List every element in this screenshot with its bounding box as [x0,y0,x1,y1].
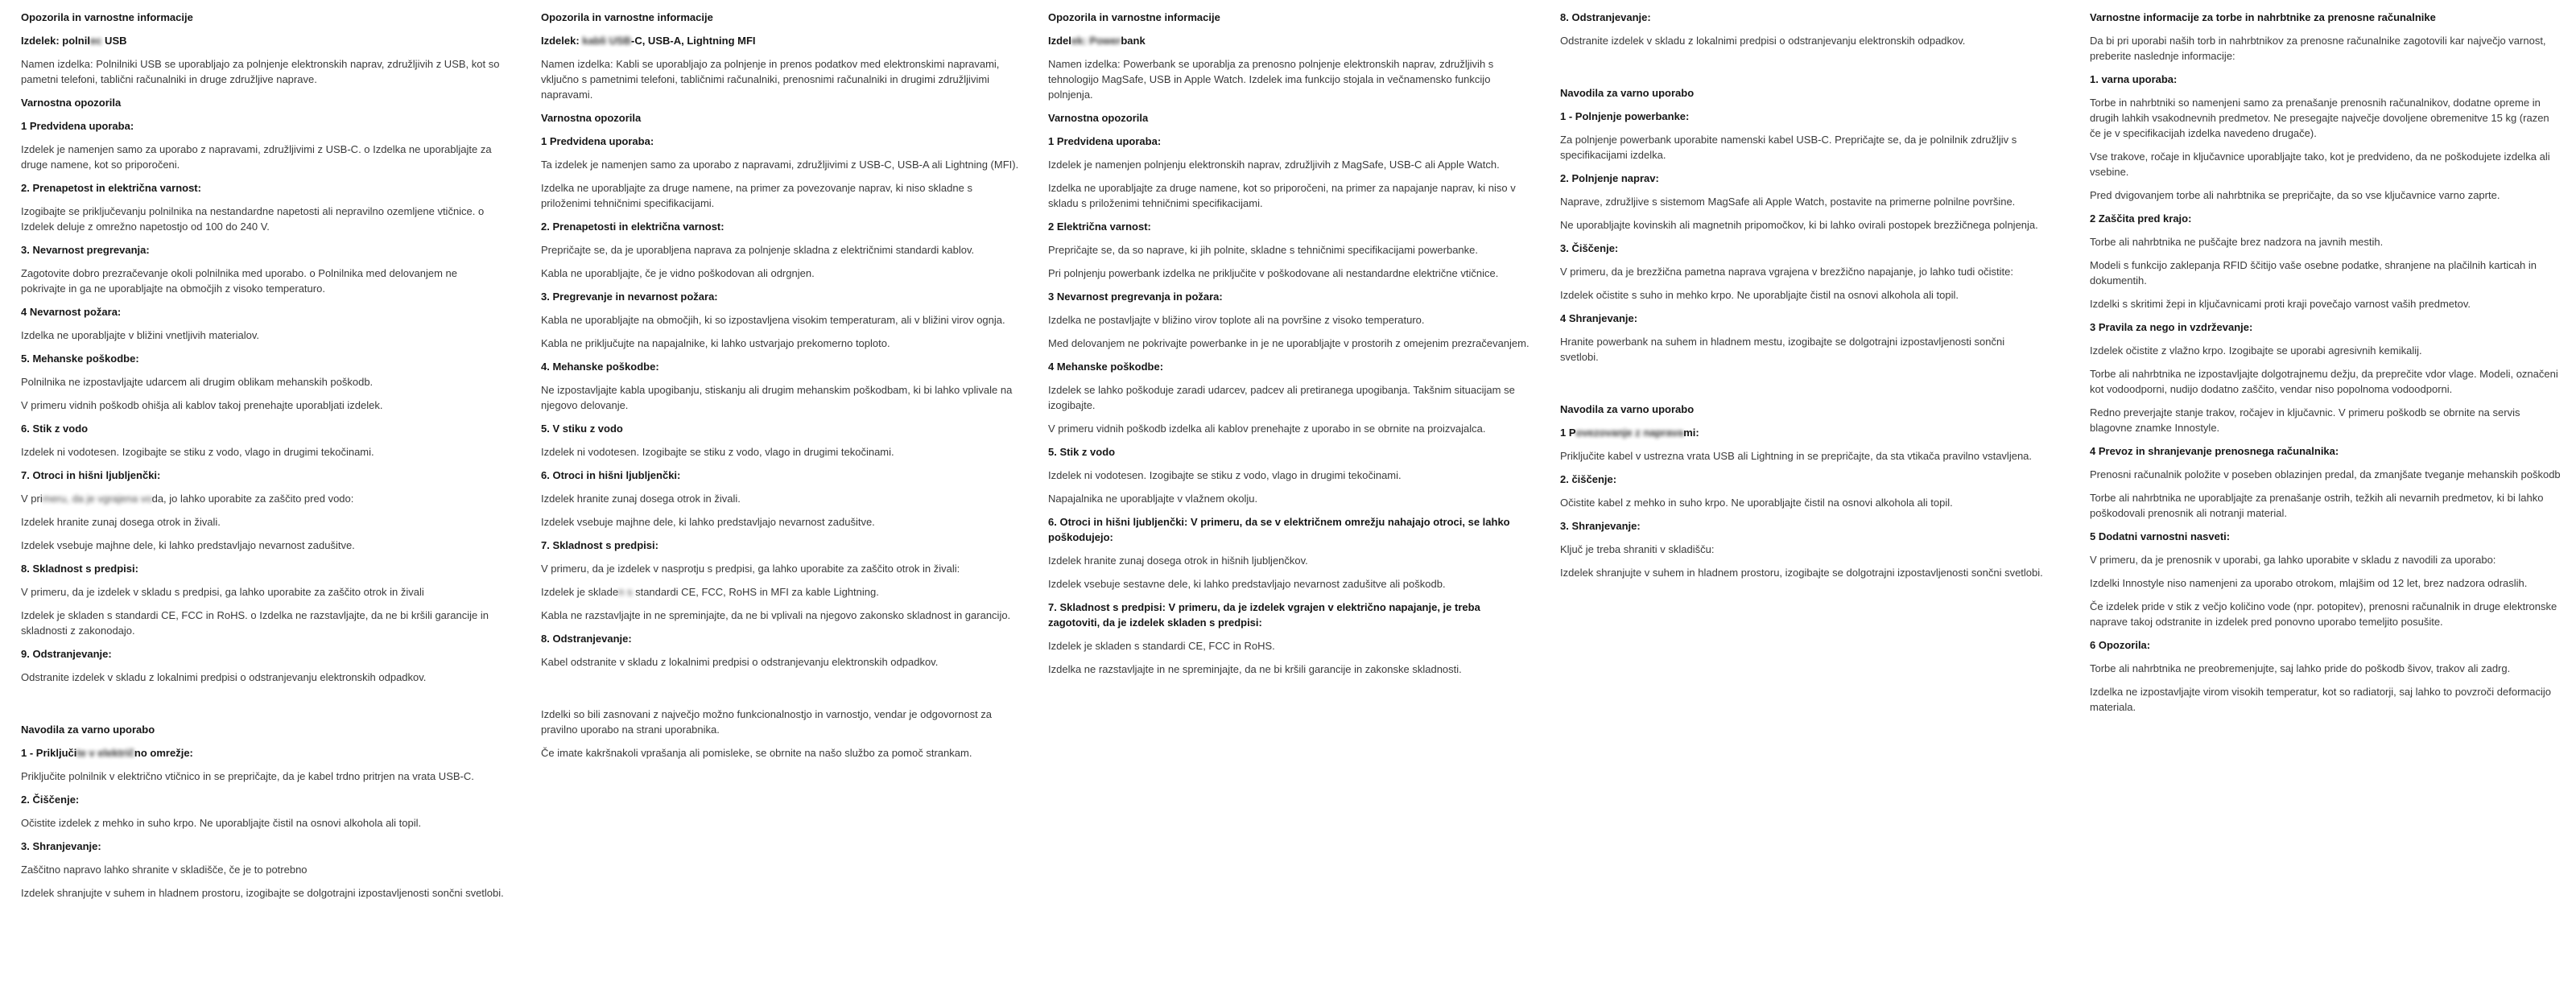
text-run: 1 - Priključi [21,747,77,759]
section-heading [2090,637,2562,653]
paragraph [541,180,1024,211]
paragraph [541,745,1024,761]
text-run: V primeru, da je prenosnik v uporabi, ga lahko uporabite v skladu z navodili za uporabo: [2090,554,2496,566]
text-run: Očistite kabel z mehko in suho krpo. Ne uporabljajte čistil na osnovi alkohola ali topil. [1560,497,1953,509]
paragraph [1560,448,2043,464]
paragraph [21,142,504,172]
paragraph [2090,343,2562,358]
text-run: Namen izdelka: Polnilniki USB se uporabljajo za polnjenje elektronskih naprav, združljivih z USB, kot so pametni telefoni, tablični računalniki in druge združljive naprave. [21,58,500,85]
paragraph [541,444,1024,460]
section-heading [1560,311,2043,326]
text-run: Polnilnika ne izpostavljajte udarcem ali drugim oblikam mehanskih poškodb. [21,376,374,388]
text-run: 1 - Polnjenje powerbanke: [1560,110,1690,122]
section-heading [1560,171,2043,186]
blurred-text: n s [618,586,636,598]
section-heading [1560,85,2043,101]
section-heading [541,289,1024,304]
text-run: 4 Mehanske poškodbe: [1048,361,1164,373]
section-heading [21,351,504,366]
text-run: 3. Nevarnost pregrevanja: [21,244,150,256]
paragraph [2090,661,2562,676]
section-heading [1048,10,1531,25]
text-run: Opozorila in varnostne informacije [21,11,193,23]
paragraph [1048,336,1531,351]
text-run: Namen izdelka: Powerbank se uporablja za prenosno polnjenje elektronskih naprav, združljivih s tehnologijo MagSafe, USB in Apple Watch. Izdelek ima funkcijo stojala in večnamensko funkcijo polnjenja. [1048,58,1494,101]
section-gap [541,678,1024,699]
text-run: Ne uporabljajte kovinskih ali magnetnih pripomočkov, ki bi lahko ovirali postopek brezžičnega polnjenja. [1560,219,2038,231]
text-run: 1 Predvidena uporaba: [21,120,134,132]
text-run: Izdelek ni vodotesen. Izogibajte se stiku z vodo, vlago in drugimi tekočinami. [1048,469,1402,481]
section-heading [1560,241,2043,256]
text-run: Priključite polnilnik v električno vtičnico in se prepričajte, da je kabel trdno pritrjen na vrata USB-C. [21,770,474,782]
text-run: V primeru vidnih poškodb izdelka ali kablov prenehajte z uporabo in se obrnite na proizvajalca. [1048,423,1486,435]
text-run: Varnostne informacije za torbe in nahrbtnike za prenosne računalnike [2090,11,2436,23]
text-run: 8. Odstranjevanje: [541,633,632,645]
paragraph [2090,234,2562,249]
section-heading [21,722,504,737]
text-run: Zaščitno napravo lahko shranite v skladišče, če je to potrebno [21,864,308,876]
text-run: 8. Skladnost s predpisi: [21,563,138,575]
text-run: Priključite kabel v ustrezna vrata USB ali Lightning in se prepričajte, da sta vtikača pravilno vstavljena. [1560,450,2033,462]
section-heading [21,33,504,48]
blurred-text: ec [89,35,102,47]
text-run: 3. Pregrevanje in nevarnost požara: [541,291,718,303]
paragraph [1560,264,2043,279]
section-gap [21,693,504,714]
text-run: 3. Shranjevanje: [1560,520,1641,532]
blurred-text: ovezovanje z naprava [1575,427,1684,439]
text-run: Torbe in nahrbtniki so namenjeni samo za prenašanje prenosnih računalnikov, dodatne opreme in drugih lahkih vsakodnevnih predmetov. Ne presegajte največje dovoljene obremenitve 15 kg (razen če je v specifikacijah izdelka navedeno drugače). [2090,97,2549,139]
text-run: Prepričajte se, da so naprave, ki jih polnite, skladne s tehničnimi specifikacijami powerbanke. [1048,244,1478,256]
paragraph [21,815,504,831]
section-heading [1560,472,2043,487]
paragraph [21,862,504,877]
paragraph [541,157,1024,172]
section-heading [21,118,504,134]
section-heading [1048,444,1531,460]
text-run: 2 Električna varnost: [1048,221,1151,233]
paragraph [1048,56,1531,102]
text-run: 5. V stiku z vodo [541,423,623,435]
text-run: Za polnjenje powerbank uporabite namenski kabel USB-C. Prepričajte se, da je polnilnik združljiv s specifikacijami izdelka. [1560,134,2017,161]
paragraph [21,584,504,600]
text-run: 7. Skladnost s predpisi: V primeru, da je izdelek vgrajen v električno napajanje, je treba zagotoviti, da je izdelek skladen s predpisi: [1048,601,1480,629]
text-run: 2. Prenapetosti in električna varnost: [541,221,724,233]
section-heading [541,468,1024,483]
text-run: Izdel [1048,35,1071,47]
text-run: 3. Shranjevanje: [21,840,101,852]
section-heading [21,304,504,320]
section-heading [1048,110,1531,126]
paragraph [21,266,504,296]
section-heading [541,134,1024,149]
paragraph [21,398,504,413]
text-run: Izdelek vsebuje majhne dele, ki lahko predstavljajo nevarnost zadušitve. [21,539,355,551]
text-run: Izdelka ne razstavljajte in ne spreminjajte, da ne bi kršili garancije in zakonske skladnosti. [1048,663,1462,675]
section-heading [21,646,504,662]
column-powerbank [1048,0,1531,685]
paragraph [21,769,504,784]
text-run: Torbe ali nahrbtnika ne izpostavljajte dolgotrajnemu dežju, da preprečite vdor vlage. Modeli, označeni kot vodoodporni, nudijo dodatno zaščito, vendar niso popolnoma vodoodporni. [2090,368,2558,395]
paragraph [21,328,504,343]
text-run: 2. Prenapetost in električna varnost: [21,182,201,194]
text-run: V primeru, da je brezžična pametna naprava vgrajena v brezžično napajanje, jo lahko tudi očistite: [1560,266,2013,278]
text-run: 5. Mehanske poškodbe: [21,353,139,365]
text-run: 2 Zaščita pred krajo: [2090,212,2192,225]
section-heading [541,631,1024,646]
text-run: Izogibajte se priključevanju polnilnika na nestandardne napetosti ali nepravilno ozemljene vtičnice. o Izdelek deluje z omrežno napetostjo od 100 do 240 V. [21,205,485,233]
text-run: Izdelka ne uporabljajte za druge namene, kot so priporočeni, na primer za napajanje naprav, ki niso v skladu s priloženimi tehničnimi specifikacijami. [1048,182,1516,209]
paragraph [2090,684,2562,715]
paragraph [1048,638,1531,653]
paragraph [2090,467,2562,482]
paragraph [1560,132,2043,163]
text-run: Varnostna opozorila [21,97,122,109]
paragraph [1560,542,2043,557]
paragraph [1048,242,1531,258]
section-heading [21,10,504,25]
text-run: Izdelek je sklade [541,586,619,598]
section-heading [1048,219,1531,234]
text-run: Izdelki so bili zasnovani z največjo možno funkcionalnostjo in varnostjo, vendar je odgovornost za pravilno uporabo na strani uporabnika. [541,708,993,736]
text-run: 4. Mehanske poškodbe: [541,361,659,373]
text-run: Izdelka ne uporabljajte za druge namene, na primer za povezovanje naprav, ki niso skladne s priloženimi tehničnimi specifikacijami. [541,182,972,209]
paragraph [1048,180,1531,211]
text-run: Izdelek vsebuje majhne dele, ki lahko predstavljajo nevarnost zadušitve. [541,516,875,528]
paragraph [1048,553,1531,568]
paragraph [2090,552,2562,567]
paragraph [541,654,1024,670]
text-run: Navodila za varno uporabo [1560,403,1695,415]
text-run: Torbe ali nahrbtnika ne puščajte brez nadzora na javnih mestih. [2090,236,2384,248]
paragraph [21,608,504,638]
paragraph [21,491,504,506]
section-heading [21,242,504,258]
paragraph [21,56,504,87]
text-run: Izdelek hranite zunaj dosega otrok in hišnih ljubljenčkov. [1048,555,1308,567]
section-heading [2090,72,2562,87]
text-run: Izdelek očistite s suho in mehko krpo. Ne uporabljajte čistil na osnovi alkohola ali topil. [1560,289,1959,301]
text-run: Izdelek ni vodotesen. Izogibajte se stiku z vodo, vlago in drugimi tekočinami. [541,446,894,458]
paragraph [2090,296,2562,311]
text-run: 2. Polnjenje naprav: [1560,172,1659,184]
text-run: standardi CE, FCC, RoHS in MFI za kable Lightning. [635,586,879,598]
paragraph [1048,421,1531,436]
text-run: 7. Otroci in hišni ljubljenčki: [21,469,161,481]
section-heading [541,110,1024,126]
paragraph [2090,149,2562,179]
text-run: 3. Čiščenje: [1560,242,1619,254]
text-run: V primeru, da je izdelek v nasprotju s predpisi, ga lahko uporabite za zaščito otrok in živali: [541,563,960,575]
text-run: Prenosni računalnik položite v poseben oblazinjen predal, da zmanjšate tveganje mehanskih poškodb [2090,468,2561,480]
text-run: 6. Stik z vodo [21,423,89,435]
text-run: Kabla ne priključujte na napajalnike, ki lahko ustvarjajo prekomerno toploto. [541,337,890,349]
paragraph [1048,491,1531,506]
section-heading [21,745,504,761]
text-run: Izdelek je namenjen polnjenju elektronskih naprav, združljivih z MagSafe, USB-C ali Apple Watch. [1048,159,1500,171]
text-run: V pri [21,493,43,505]
column-laptop-bags [2090,0,2562,723]
section-heading [2090,443,2562,459]
section-heading [541,219,1024,234]
paragraph [2090,599,2562,629]
text-run: Da bi pri uporabi naših torb in nahrbtnikov za prenosne računalnike zagotovili kar največjo varnost, preberite naslednje informacije: [2090,35,2546,62]
text-run: 1 P [1560,427,1576,439]
text-run: no omrežje: [134,747,193,759]
section-gap [1560,56,2043,77]
section-gap [1560,373,2043,394]
text-run: Izdelek: polnil [21,35,90,47]
text-run: 4 Prevoz in shranjevanje prenosnega računalnika: [2090,445,2339,457]
text-run: 1. varna uporaba: [2090,73,2178,85]
section-heading [1048,514,1531,545]
paragraph [2090,490,2562,521]
section-heading [1048,359,1531,374]
text-run: Navodila za varno uporabo [21,724,155,736]
text-run: Varnostna opozorila [541,112,642,124]
paragraph [1048,157,1531,172]
section-heading [2090,211,2562,226]
text-run: Izdelek je namenjen samo za uporabo z napravami, združljivimi z USB-C. o Izdelka ne uporabljajte za druge namene, kot so priporočeni. [21,143,492,171]
text-run: Izdelek očistite z vlažno krpo. Izogibajte se uporabi agresivnih kemikalij. [2090,344,2422,357]
text-run: Kabel odstranite v skladu z lokalnimi predpisi o odstranjevanju elektronskih odpadkov. [541,656,939,668]
text-run: 1 Predvidena uporaba: [1048,135,1162,147]
text-run: Izdelek se lahko poškoduje zaradi udarcev, padcev ali pretiranega upogibanja. Takšnim situacijam se izogibajte. [1048,384,1515,411]
text-run: Ne izpostavljajte kabla upogibanju, stiskanju ali drugim mehanskim poškodbam, ki bi lahko vplivale na njegovo delovanje. [541,384,1013,411]
blurred-text: ek: Power [1071,35,1121,47]
text-run: 4 Shranjevanje: [1560,312,1638,324]
paragraph [21,538,504,553]
paragraph [1560,33,2043,48]
section-heading [1048,289,1531,304]
text-run: Izdelek hranite zunaj dosega otrok in živali. [541,493,741,505]
text-run: V primeru, da je izdelek v skladu s predpisi, ga lahko uporabite za zaščito otrok in živali [21,586,424,598]
section-heading [541,538,1024,553]
text-run: 2. čiščenje: [1560,473,1617,485]
text-run: Prepričajte se, da je uporabljena naprava za polnjenje skladna z električnimi standardi kablov. [541,244,975,256]
section-heading [21,839,504,854]
column-cables [541,0,1024,769]
paragraph [1048,468,1531,483]
blurred-text: meru, da je vgrajena vo [42,493,152,505]
text-run: Ta izdelek je namenjen samo za uporabo z napravami, združljivimi z USB-C, USB-A ali Lightning (MFI). [541,159,1019,171]
text-run: USB [101,35,127,47]
text-run: Izdelki s skritimi žepi in ključavnicami proti kraji povečajo varnost vaših predmetov. [2090,298,2471,310]
paragraph [541,242,1024,258]
text-run: 6 Opozorila: [2090,639,2151,651]
text-run: 1 Predvidena uporaba: [541,135,654,147]
section-heading [541,10,1024,25]
section-heading [1560,402,2043,417]
text-run: Hranite powerbank na suhem in hladnem mestu, izogibajte se dolgotrajni izpostavljenosti sončni svetlobi. [1560,336,2005,363]
text-run: Kabla ne razstavljajte in ne spreminjajte, da ne bi vplivali na njegovo zakonsko skladnost in garancijo. [541,609,1011,621]
text-run: 6. Otroci in hišni ljubljenčki: [541,469,681,481]
paragraph [541,266,1024,281]
text-run: Opozorila in varnostne informacije [541,11,713,23]
text-run: Torbe ali nahrbtnika ne uporabljajte za prenašanje ostrih, težkih ali nevarnih predmetov, ki bi lahko poškodovali prenosnik ali notranji material. [2090,492,2544,519]
text-run: Če imate kakršnakoli vprašanja ali pomisleke, se obrnite na našo službo za pomoč strankam. [541,747,972,759]
text-run: Odstranite izdelek v skladu z lokalnimi predpisi o odstranjevanju elektronskih odpadkov. [21,671,427,683]
text-run: Modeli s funkcijo zaklepanja RFID ščitijo vaše osebne podatke, shranjene na plačilnih karticah in dokumentih. [2090,259,2537,287]
text-run: Opozorila in varnostne informacije [1048,11,1220,23]
paragraph [541,382,1024,413]
paragraph [1048,662,1531,677]
section-heading [21,95,504,110]
paragraph [1560,194,2043,209]
text-run: bank [1121,35,1146,47]
text-run: Kabla ne uporabljajte, če je vidno poškodovan ali odrgnjen. [541,267,815,279]
paragraph [21,444,504,460]
text-run: Med delovanjem ne pokrivajte powerbanke in je ne uporabljajte v prostorih z omejenim prezračevanjem. [1048,337,1530,349]
paragraph [1560,334,2043,365]
section-heading [21,468,504,483]
text-run: 2. Čiščenje: [21,794,80,806]
text-run: Izdelki Innostyle niso namenjeni za uporabo otrokom, mlajšim od 12 let, brez nadzora odraslih. [2090,577,2528,589]
paragraph [541,336,1024,351]
paragraph [541,312,1024,328]
blurred-text: kabli USB [582,35,631,47]
paragraph [2090,188,2562,203]
section-heading [21,792,504,807]
text-run: Izdelek hranite zunaj dosega otrok in živali. [21,516,221,528]
paragraph [541,608,1024,623]
paragraph [1048,312,1531,328]
paragraph [541,491,1024,506]
paragraph [2090,405,2562,435]
paragraph [1048,576,1531,592]
text-run: da, jo lahko uporabite za zaščito pred vodo: [151,493,354,505]
text-run: Izdelek je skladen s standardi CE, FCC in RoHS. [1048,640,1275,652]
paragraph [21,670,504,685]
text-run: V primeru vidnih poškodb ohišja ali kablov takoj prenehajte uporabljati izdelek. [21,399,383,411]
text-run: Če izdelek pride v stik z večjo količino vode (npr. potopitev), prenosni računalnik in druge elektronske naprave takoj odstranite in izdelek pred ponovno uporabo temeljito posušite. [2090,600,2557,628]
paragraph [21,514,504,530]
paragraph [541,584,1024,600]
column-usb-charger [21,0,504,909]
text-run: Odstranite izdelek v skladu z lokalnimi predpisi o odstranjevanju elektronskih odpadkov. [1560,35,1966,47]
text-run: Napajalnika ne uporabljajte v vlažnem okolju. [1048,493,1258,505]
text-run: 3 Pravila za nego in vzdrževanje: [2090,321,2253,333]
paragraph [541,707,1024,737]
text-run: Izdelek ni vodotesen. Izogibajte se stiku z vodo, vlago in drugimi tekočinami. [21,446,374,458]
text-run: 5. Stik z vodo [1048,446,1116,458]
section-heading [2090,320,2562,335]
paragraph [1560,565,2043,580]
section-heading [1560,10,2043,25]
paragraph [21,204,504,234]
paragraph [1560,287,2043,303]
section-heading [541,33,1024,48]
text-run: Izdelek shranjujte v suhem in hladnem prostoru, izogibajte se dolgotrajni izpostavljenosti sončni svetlobi. [21,887,504,899]
text-run: Zagotovite dobro prezračevanje okoli polnilnika med uporabo. o Polnilnika med delovanjem ne pokrivajte in ga ne uporabljajte na območjih z visoko temperaturo. [21,267,457,295]
text-run: 5 Dodatni varnostni nasveti: [2090,530,2231,542]
text-run: 6. Otroci in hišni ljubljenčki: V primeru, da se v električnem omrežju nahajajo otroci, se lahko poškodujejo: [1048,516,1510,543]
text-run: Izdelek: [541,35,583,47]
text-run: Varnostna opozorila [1048,112,1149,124]
paragraph [1048,382,1531,413]
text-run: 7. Skladnost s predpisi: [541,539,658,551]
section-heading [541,359,1024,374]
text-run: Izdelek shranjujte v suhem in hladnem prostoru, izogibajte se dolgotrajni izpostavljenosti sončni svetlobi. [1560,567,2043,579]
text-run: Ključ je treba shraniti v skladišču: [1560,543,1715,555]
text-run: Naprave, združljive s sistemom MagSafe ali Apple Watch, postavite na primerne polnilne površine. [1560,196,2016,208]
text-run: Izdelek vsebuje sestavne dele, ki lahko predstavljajo nevarnost zadušitve ali poškodb. [1048,578,1446,590]
paragraph [541,56,1024,102]
section-heading [2090,529,2562,544]
section-heading [1048,600,1531,630]
text-run: Pri polnjenju powerbank izdelka ne priključite v poškodovane ali nestandardne električne vtičnice. [1048,267,1499,279]
paragraph [21,374,504,390]
blurred-text: te v električ [76,747,134,759]
section-heading [1560,109,2043,124]
text-run: Izdelka ne postavljajte v bližino virov toplote ali na površine z visoko temperaturo. [1048,314,1425,326]
text-run: Izdelka ne izpostavljajte virom visokih temperatur, kot so radiatorji, saj lahko to povzroči deformacijo materiala. [2090,686,2551,713]
section-heading [1560,518,2043,534]
text-run: 3 Nevarnost pregrevanja in požara: [1048,291,1223,303]
text-run: Pred dvigovanjem torbe ali nahrbtnika se prepričajte, da so vse ključavnice varno zaprte. [2090,189,2500,201]
paragraph [2090,33,2562,64]
text-run: Izdelka ne uporabljajte v bližini vnetljivih materialov. [21,329,260,341]
section-heading [1048,134,1531,149]
paragraph [2090,258,2562,288]
section-heading [1048,33,1531,48]
section-heading [21,561,504,576]
paragraph [1560,495,2043,510]
text-run: 9. Odstranjevanje: [21,648,112,660]
section-heading [21,180,504,196]
text-run: -C, USB-A, Lightning MFI [630,35,756,47]
text-run: mi: [1683,427,1699,439]
paragraph [541,514,1024,530]
paragraph [541,561,1024,576]
text-run: 4 Nevarnost požara: [21,306,122,318]
paragraph [2090,366,2562,397]
text-run: Očistite izdelek z mehko in suho krpo. Ne uporabljajte čistil na osnovi alkohola ali topil. [21,817,422,829]
paragraph [2090,95,2562,141]
text-run: Redno preverjajte stanje trakov, ročajev in ključavnic. V primeru poškodb se obrnite na servis blagovne znamke Innostyle. [2090,406,2520,434]
paragraph [2090,575,2562,591]
section-heading [541,421,1024,436]
text-run: Namen izdelka: Kabli se uporabljajo za polnjenje in prenos podatkov med elektronskimi napravami, vključno s pametnimi telefoni, tabličnimi računalniki, prenosnimi računalniki in drugimi združljivimi napravami. [541,58,1000,101]
paragraph [1048,266,1531,281]
section-heading [1560,425,2043,440]
text-run: Navodila za varno uporabo [1560,87,1695,99]
text-run: Izdelek je skladen s standardi CE, FCC in RoHS. o Izdelka ne razstavljajte, da ne bi kršili garancije in skladnosti z zakonodajo. [21,609,489,637]
paragraph [21,885,504,901]
text-run: Kabla ne uporabljajte na območjih, ki so izpostavljena visokim temperaturam, ali v bližini virov ognja. [541,314,1005,326]
section-heading [21,421,504,436]
text-run: Torbe ali nahrbtnika ne preobremenjujte, saj lahko pride do poškodb šivov, trakov ali zadrg. [2090,662,2511,674]
paragraph [1560,217,2043,233]
text-run: 8. Odstranjevanje: [1560,11,1651,23]
section-heading [2090,10,2562,25]
text-run: Vse trakove, ročaje in ključavnice uporabljajte tako, kot je predvideno, da ne poškodujete izdelka ali vsebine. [2090,150,2550,178]
column-powerbank-instructions [1560,0,2043,588]
